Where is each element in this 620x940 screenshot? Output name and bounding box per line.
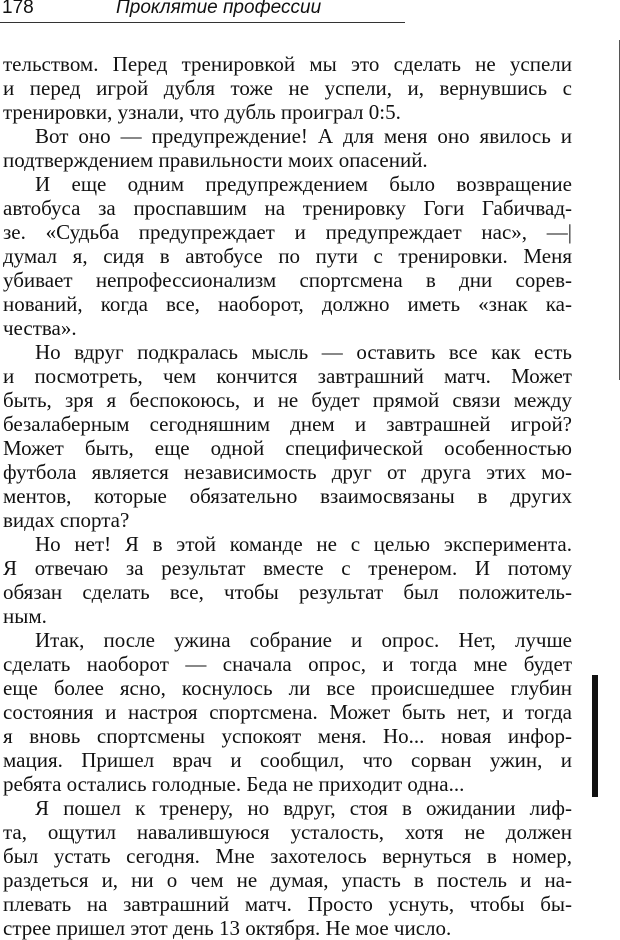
- paragraph: [3, 796, 572, 940]
- text-line: ментов, которые обязательно взаимосвязаны в других: [3, 484, 572, 508]
- text-line: сделать наоборот — сначала опрос, и тогда мне будет: [3, 652, 572, 676]
- text-line: футбола является независимость друг от друга этих мо-: [3, 460, 572, 484]
- text-line: быть, зря я беспокоюсь, и не будет прямой связи между: [3, 388, 572, 412]
- text-line: Я пошел к тренеру, но вдруг, стоя в ожидании лиф-: [35, 796, 572, 820]
- text-line: Но нет! Я в этой команде не с целью эксперимента.: [35, 532, 572, 556]
- running-title: Проклятие профессии: [116, 0, 322, 18]
- paragraph: [3, 52, 572, 124]
- text-line: Но вдруг подкралась мысль — оставить все как есть: [35, 340, 572, 364]
- text-line: тренировки, узнали, что дубль проиграл 0:5.: [3, 100, 401, 124]
- text-line: Вот оно — предупреждение! А для меня оно явилось и: [35, 124, 572, 148]
- text-line: та, ощутил навалившуюся усталость, хотя не должен: [3, 820, 572, 844]
- text-line: мация. Пришел врач и сообщил, что сорван ужин, и: [3, 748, 572, 772]
- text-line: ребята остались голодные. Беда не приходит одна...: [3, 772, 465, 796]
- text-line: плевать на завтрашний матч. Просто уснуть, чтобы бы-: [3, 892, 572, 916]
- text-line: стрее пришел этот день 13 октября. Не мое число.: [3, 916, 452, 940]
- paragraph: [3, 124, 572, 172]
- paragraph: [3, 532, 572, 628]
- text-line: я вновь спортсмены успокоят меня. Но... новая инфор-: [3, 724, 572, 748]
- text-line: нований, когда все, наоборот, должно иметь «знак ка-: [3, 292, 572, 316]
- text-line: И еще одним предупреждением было возвращение: [35, 172, 572, 196]
- text-line: и посмотреть, чем кончится завтрашний матч. Может: [3, 364, 572, 388]
- body-text: [3, 52, 572, 940]
- text-line: видах спорта?: [3, 508, 130, 532]
- text-line: Я отвечаю за результат вместе с тренером. И потому: [3, 556, 572, 580]
- margin-bar: [592, 675, 598, 797]
- page-number: 178: [2, 0, 34, 18]
- text-line: подтверждением правильности моих опасений.: [3, 148, 428, 172]
- text-line: был устать сегодня. Мне захотелось вернуться в номер,: [3, 844, 572, 868]
- text-line: еще более ясно, коснулось ли все происшедшее глубин: [3, 676, 572, 700]
- text-line: думал я, сидя в автобусе по пути с тренировки. Меня: [3, 244, 572, 268]
- paragraph: [3, 340, 572, 532]
- text-line: обязан сделать все, чтобы результат был положитель-: [3, 580, 572, 604]
- text-line: раздеться и, ни о чем не думая, упасть в постель и на-: [3, 868, 572, 892]
- text-line: тельством. Перед тренировкой мы это сделать не успели: [3, 52, 572, 76]
- text-line: ным.: [3, 604, 47, 628]
- text-line: состояния и настроя спортсмена. Может быть нет, и тогда: [3, 700, 572, 724]
- text-line: безалаберным сегодняшним днем и завтрашней игрой?: [3, 412, 572, 436]
- paragraph: [3, 628, 572, 796]
- text-line: Может быть, еще одной специфической особенностью: [3, 436, 572, 460]
- text-line: зе. «Судьба предупреждает и предупреждает нас», —|: [3, 220, 572, 244]
- text-line: автобуса за проспавшим на тренировку Гоги Габичвад-: [3, 196, 572, 220]
- text-line: и перед игрой дубля тоже не успели, и, вернувшись с: [3, 76, 572, 100]
- paragraph: [3, 172, 572, 340]
- running-header: [0, 0, 405, 23]
- text-line: убивает непрофессионализм спортсмена в дни сорев-: [3, 268, 572, 292]
- text-line: чества».: [3, 316, 77, 340]
- text-line: Итак, после ужина собрание и опрос. Нет, лучше: [35, 628, 572, 652]
